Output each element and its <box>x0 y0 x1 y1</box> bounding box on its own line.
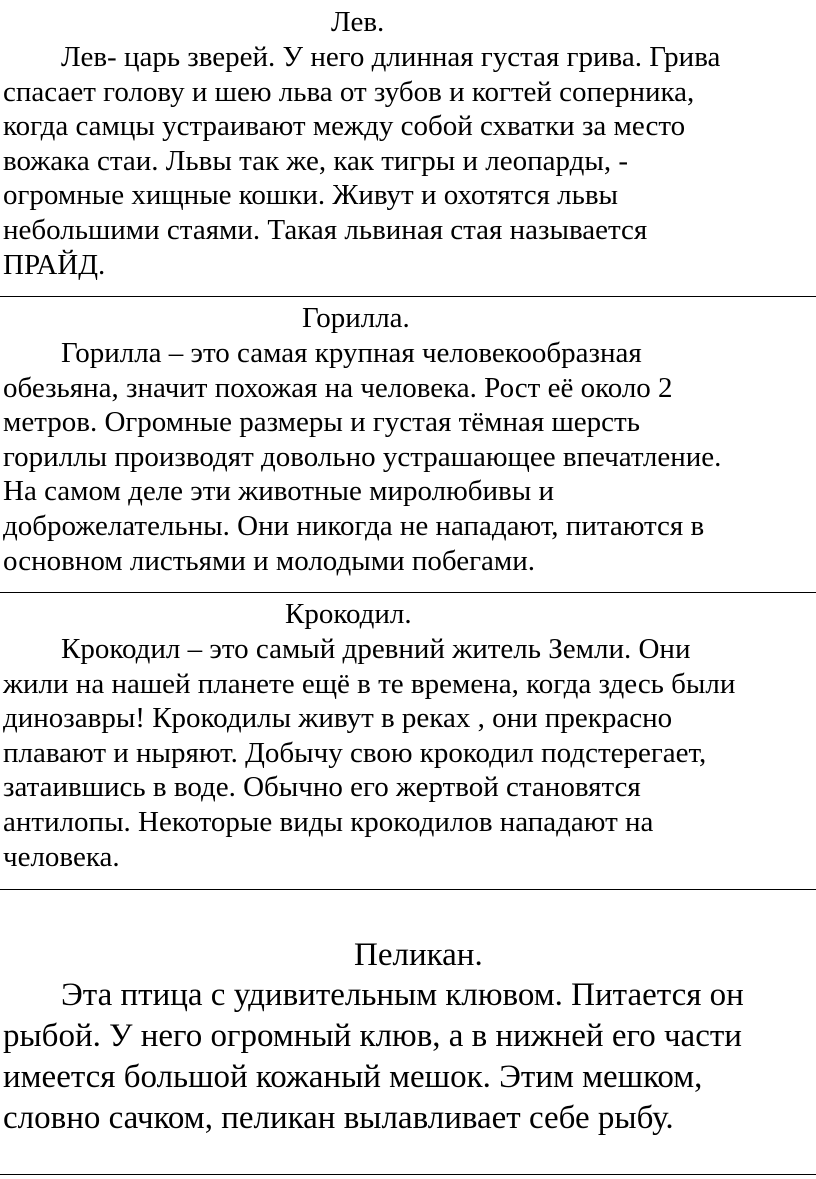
text-line: словно сачком, пеликан вылавливает себе рыбу. <box>3 1100 674 1136</box>
text-line: Лев- царь зверей. У него длинная густая грива. Грива <box>61 41 721 73</box>
section-divider <box>0 889 816 890</box>
section-title-pelican: Пеликан. <box>354 937 483 973</box>
text-line: На самом деле эти животные миролюбивы и <box>3 475 554 508</box>
text-line: Горилла – это самая крупная человекообразная <box>61 337 642 369</box>
text-line: когда самцы устраивают между собой схватки за место <box>3 110 686 143</box>
paragraph-pelican <box>3 975 815 1139</box>
text-line: жили на нашей планете ещё в те времена, когда здесь были <box>3 667 736 700</box>
text-line: рыбой. У него огромный клюв, а в нижней его части <box>3 1018 742 1054</box>
text-line: Эта птица с удивительным клювом. Питается он <box>61 977 744 1013</box>
section-divider <box>0 1174 816 1175</box>
section-title-lion: Лев. <box>331 6 385 38</box>
text-line: динозавры! Крокодилы живут в реках , они прекрасно <box>3 702 673 735</box>
section-divider <box>0 592 816 593</box>
text-line: основном листьями и молодыми побегами. <box>3 544 535 577</box>
text-line: имеется большой кожаный мешок. Этим мешком, <box>3 1059 703 1095</box>
section-divider <box>0 296 816 297</box>
section-title-crocodile: Крокодил. <box>285 598 412 630</box>
text-line: небольшими стаями. Такая львиная стая называется <box>3 213 648 246</box>
text-line: ПРАЙД. <box>3 248 106 281</box>
text-line: человека. <box>3 840 120 873</box>
paragraph-lion <box>3 40 815 282</box>
text-line: огромные хищные кошки. Живут и охотятся львы <box>3 179 619 212</box>
text-line: обезьяна, значит похожая на человека. Рост её около 2 <box>3 371 673 404</box>
text-line: плавают и ныряют. Добычу свою крокодил подстерегает, <box>3 736 707 769</box>
text-line: гориллы производят довольно устрашающее впечатление. <box>3 440 722 473</box>
text-line: метров. Огромные размеры и густая тёмная шерсть <box>3 406 640 439</box>
text-line: Крокодил – это самый древний житель Земли. Они <box>61 633 691 665</box>
section-title-gorilla: Горилла. <box>302 302 410 334</box>
text-line: антилопы. Некоторые виды крокодилов нападают на <box>3 805 654 838</box>
text-line: затаившись в воде. Обычно его жертвой становятся <box>3 771 641 804</box>
text-line: доброжелательны. Они никогда не нападают, питаются в <box>3 509 705 542</box>
text-line: спасает голову и шею льва от зубов и когтей соперника, <box>3 75 695 108</box>
paragraph-gorilla <box>3 336 815 578</box>
paragraph-crocodile <box>3 632 815 874</box>
text-line: вожака стаи. Львы так же, как тигры и леопарды, - <box>3 144 629 177</box>
